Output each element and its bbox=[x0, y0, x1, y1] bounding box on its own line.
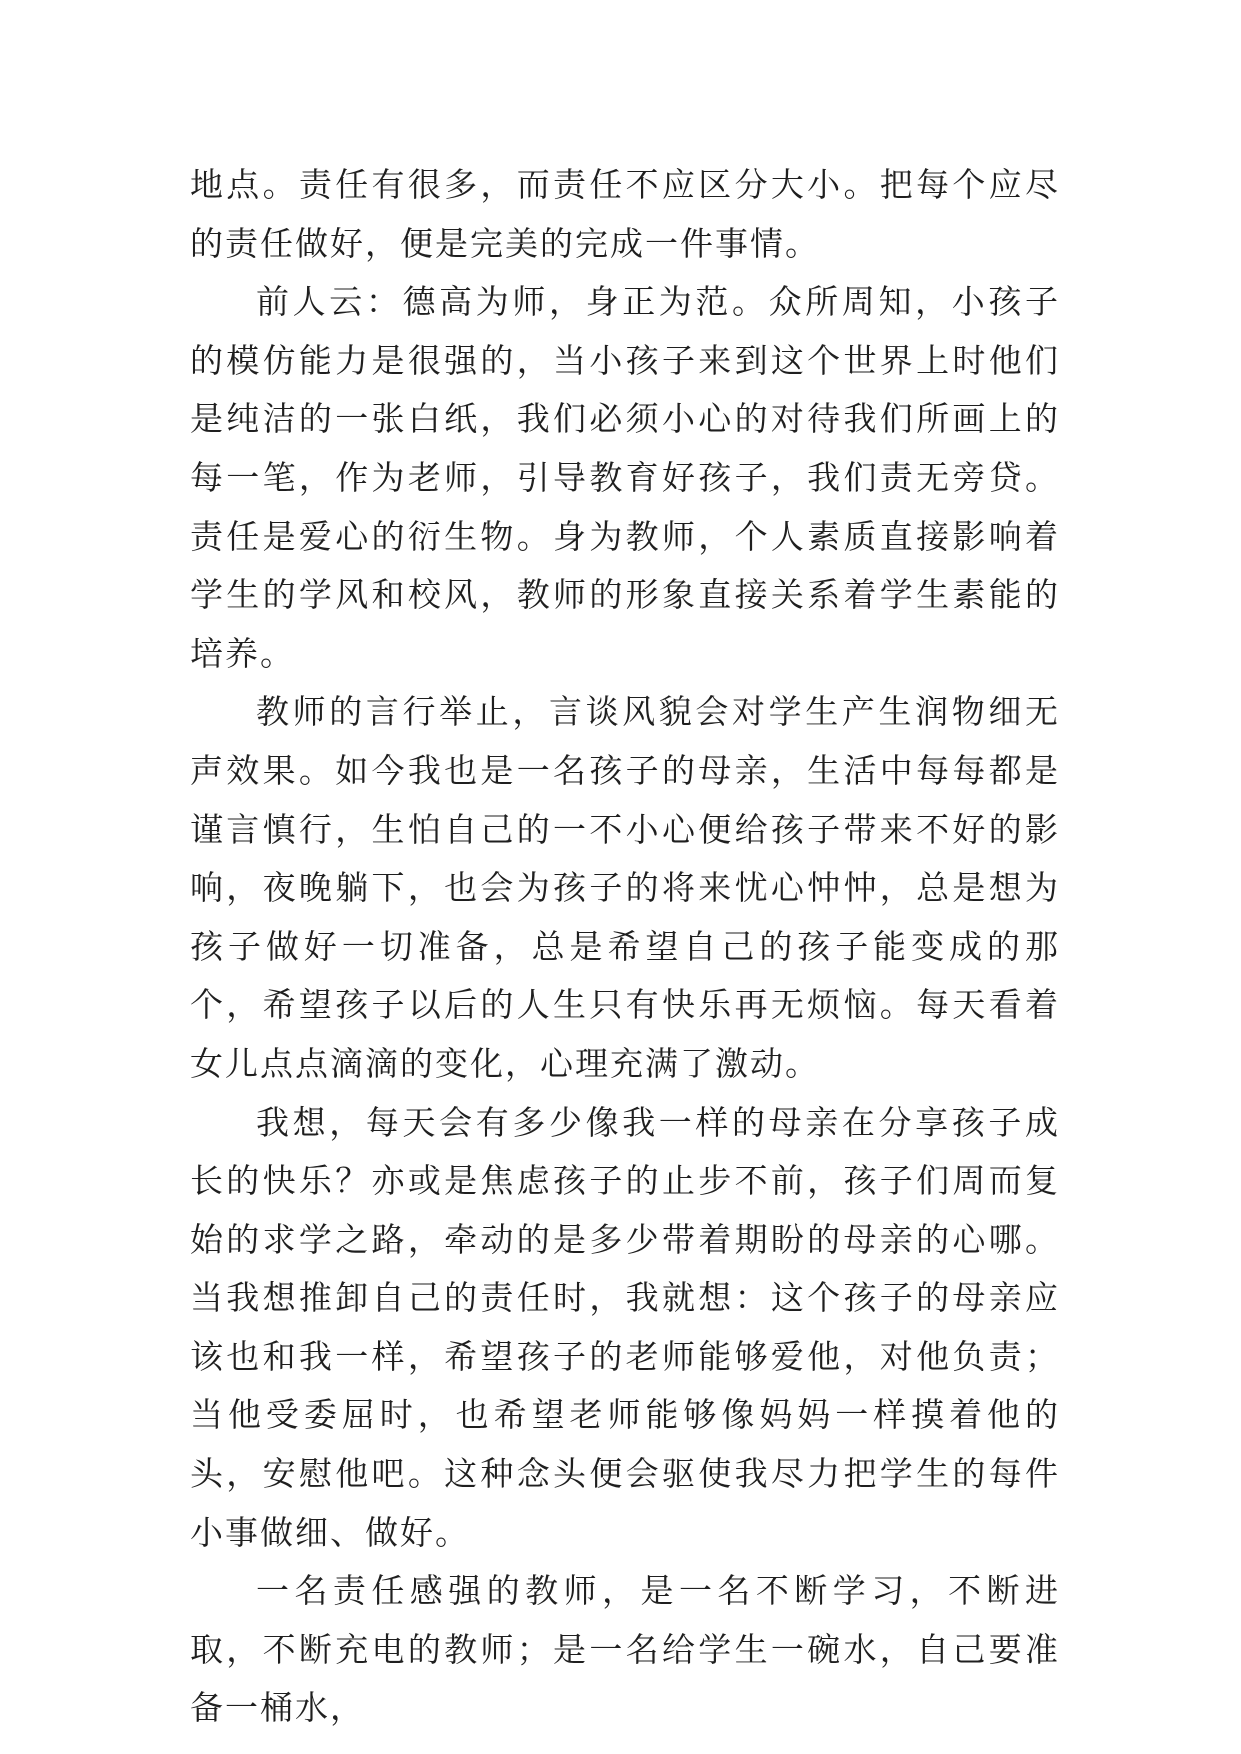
paragraph: 前人云：德高为师，身正为范。众所周知，小孩子的模仿能力是很强的，当小孩子来到这个世界上时他们是纯洁的一张白纸，我们必须小心的对待我们所画上的每一笔，作为老师，引导教育好孩子，我们责无旁贷。责任是爱心的衍生物。身为教师，个人素质直接影响着学生的学风和校风，教师的形象直接关系着学生素能的培养。 bbox=[190, 282, 1060, 673]
paragraph: 一名责任感强的教师，是一名不断学习，不断进取，不断充电的教师；是一名给学生一碗水，自己要准备一桶水， bbox=[190, 1571, 1060, 1728]
paragraph-continuation: 地点。责任有很多，而责任不应区分大小。把每个应尽的责任做好，便是完美的完成一件事情。 bbox=[190, 165, 1060, 263]
paragraph: 教师的言行举止，言谈风貌会对学生产生润物细无声效果。如今我也是一名孩子的母亲，生活中每每都是谨言慎行，生怕自己的一不小心便给孩子带来不好的影响，夜晚躺下，也会为孩子的将来忧心忡忡，总是想为孩子做好一切准备，总是希望自己的孩子能变成的那个，希望孩子以后的人生只有快乐再无烦恼。每天看着女儿点点滴滴的变化，心理充满了激动。 bbox=[190, 692, 1060, 1083]
paragraph: 我想，每天会有多少像我一样的母亲在分享孩子成长的快乐？亦或是焦虑孩子的止步不前，孩子们周而复始的求学之路，牵动的是多少带着期盼的母亲的心哪。当我想推卸自己的责任时，我就想：这个孩子的母亲应该也和我一样，希望孩子的老师能够爱他，对他负责；当他受委屈时，也希望老师能够像妈妈一样摸着他的头，安慰他吧。这种念头便会驱使我尽力把学生的每件小事做细、做好。 bbox=[190, 1102, 1060, 1552]
document-body bbox=[190, 156, 1060, 1738]
